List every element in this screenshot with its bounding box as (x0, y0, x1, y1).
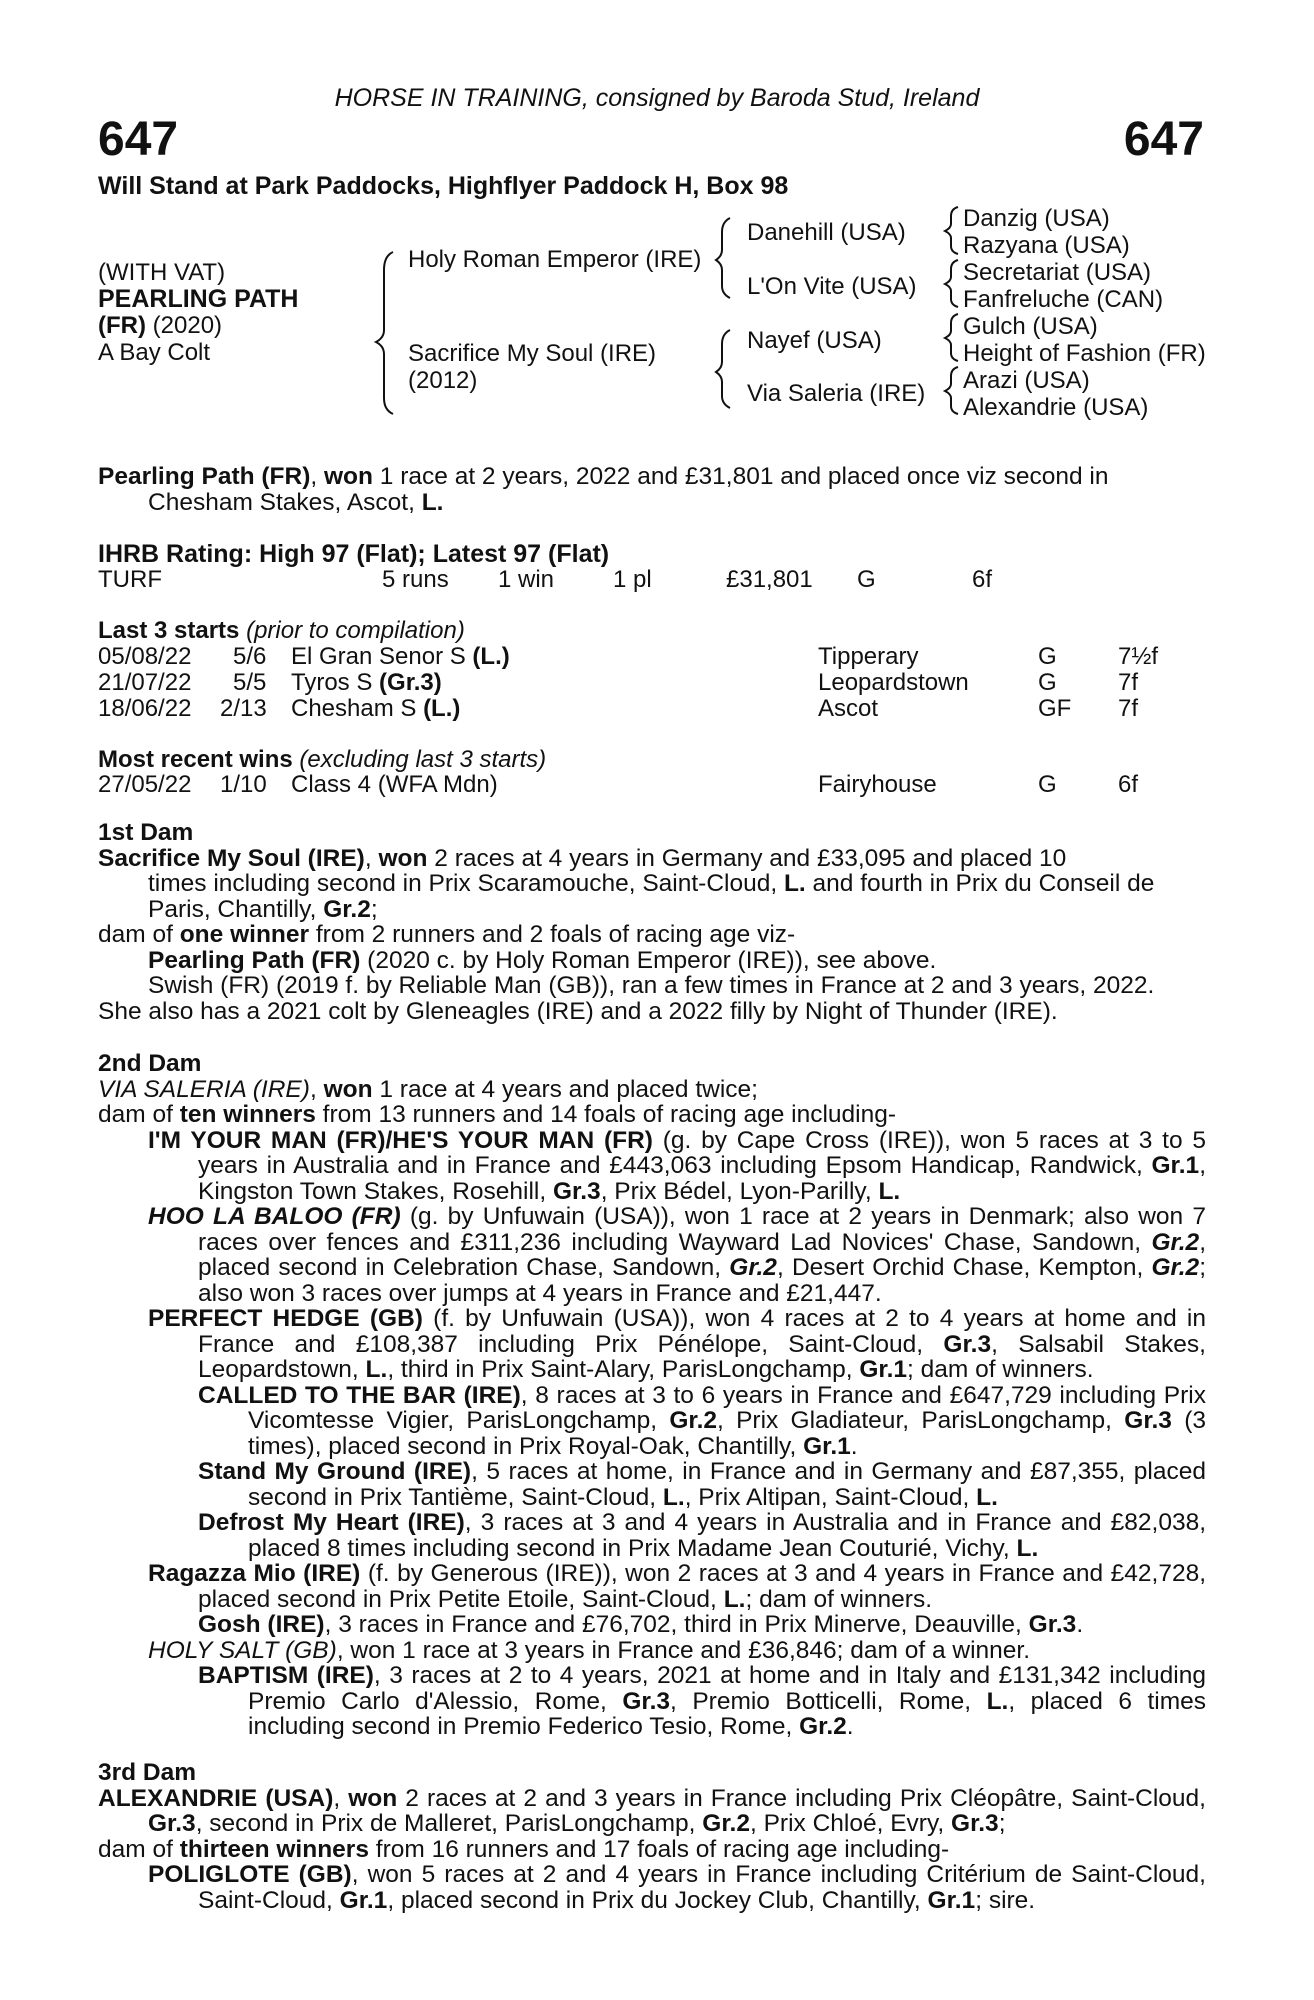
damof-text: dam of (98, 921, 180, 948)
section-heading: 1st Dam (98, 819, 194, 846)
row-race (291, 695, 460, 723)
row-date: 05/08/22 (98, 643, 192, 670)
section-heading: 3rd Dam (98, 1759, 197, 1786)
produce-item: HOLY SALT (GB), won 1 race at 3 years in France and £36,846; dam of a winner. (148, 1636, 1031, 1664)
dss: Gulch (USA) (963, 313, 1098, 340)
damof-text: dam of (98, 1101, 180, 1128)
sire-sire: Danehill (USA) (747, 219, 906, 246)
produce-item: Gosh (IRE), 3 races in France and £76,702, third in Prix Minerve, Deauville, Gr.3. (198, 1611, 1084, 1638)
dam1-line1: 2 races at 4 years in Germany and £33,095 and placed 10 (427, 844, 1067, 872)
horse-name: PEARLING PATH (98, 285, 299, 313)
dam-sire: Nayef (USA) (747, 327, 882, 354)
row-race: Class 4 (WFA Mdn) (291, 771, 498, 798)
row-dist: 6f (1118, 771, 1139, 798)
summary-text1: 1 race at 2 years, 2022 and £31,801 and placed once viz second in (372, 463, 1109, 490)
rating-money: £31,801 (726, 566, 813, 593)
row-date: 18/06/22 (98, 695, 192, 722)
row-dist: 7½f (1118, 643, 1159, 670)
lot-number-left: 647 (98, 113, 179, 166)
horse-year: (2020) (145, 312, 223, 339)
row-race (291, 669, 442, 697)
race-grade: (L.) (423, 695, 461, 722)
third-dam-section (98, 1760, 1206, 1913)
sss: Danzig (USA) (963, 205, 1110, 232)
rating-dist: 6f (972, 566, 993, 593)
race-grade: (Gr.3) (379, 669, 442, 696)
dam3-produce-summary (98, 1837, 1206, 1863)
damof-rest: from 13 runners and 14 foals of racing age including- (315, 1101, 897, 1128)
rating-surface: TURF (98, 566, 162, 593)
dam3-name: ALEXANDRIE (USA) (98, 1784, 334, 1812)
sire-name: Holy Roman Emperor (IRE) (408, 246, 702, 273)
row-pos: 2/13 (220, 695, 267, 722)
dam3-record: ALEXANDRIE (USA), won 2 races at 2 and 3 years in France including Prix Cléopâtre, Saint-Cloud, Gr.3, second in Prix de Malleret, ParisLongchamp, Gr.2, Prix Chloé, Evry, Gr.3; (98, 1784, 1206, 1837)
dam-name: Sacrifice My Soul (IRE) (408, 340, 657, 367)
row-date: 27/05/22 (98, 771, 192, 798)
recent-title: Most recent wins (98, 746, 293, 773)
produce-item: BAPTISM (IRE), 3 races at 2 to 4 years, 2021 at home and in Italy and £131,342 including Premio Carlo d'Alessio, Rome, Gr.3, Premio Botticelli, Rome, L., placed 6 times including second in Premio Federico Tesio, Rome, Gr.2. (198, 1662, 1206, 1740)
dam1-record: Sacrifice My Soul (IRE), won 2 races at 4 years in Germany and £33,095 and placed 10 times including second in Prix Scaramouche, Saint-Cloud, L. and fourth in Prix du Conseil de Paris, Chantilly, Gr.2; (98, 844, 1155, 923)
row-pos: 5/6 (233, 643, 267, 670)
lot-number-right: 647 (1123, 113, 1204, 166)
produce-name: Pearling Path (FR) (148, 946, 361, 974)
dam1-line3: Paris, Chantilly, (148, 895, 324, 923)
dsd: Height of Fashion (FR) (963, 340, 1206, 367)
row-course: Ascot (818, 695, 879, 722)
row-going: G (1038, 643, 1057, 670)
row-pos: 5/5 (233, 669, 267, 696)
produce-item (98, 948, 1206, 974)
produce-item: Stand My Ground (IRE), 5 races at home, in France and in Germany and £87,355, placed second in Prix Tantième, Saint-Cloud, L., Prix Altipan, Saint-Cloud, L. (198, 1458, 1207, 1511)
horse-description: A Bay Colt (98, 339, 211, 366)
sdd: Fanfreluche (CAN) (963, 286, 1164, 313)
stand-location: Will Stand at Park Paddocks, Highflyer Paddock H, Box 98 (98, 172, 789, 200)
winner-count: ten winners (179, 1101, 316, 1128)
row-going: GF (1038, 695, 1072, 722)
race-summary: Pearling Path (FR), won 1 race at 2 years, 2022 and £31,801 and placed once viz second in Chesham Stakes, Ascot, L. (98, 463, 1109, 516)
dam1-produce-summary (98, 922, 1206, 948)
sire-dam: L'On Vite (USA) (747, 273, 917, 300)
row-race (291, 643, 510, 671)
produce-text: (2020 c. by Holy Roman Emperor (IRE)), see above. (360, 946, 937, 974)
damof-text: dam of (98, 1835, 180, 1863)
dds: Arazi (USA) (963, 367, 1090, 394)
vat-note: (WITH VAT) (98, 259, 226, 286)
rating-wins: 1 win (498, 566, 555, 593)
damof-rest: from 2 runners and 2 foals of racing age viz- (309, 921, 796, 948)
dam3-won: won (348, 1784, 398, 1812)
ddd: Alexandrie (USA) (963, 394, 1149, 421)
row-going: G (1038, 771, 1057, 798)
produce-item: Swish (FR) (2019 f. by Reliable Man (GB)), ran a few times in France at 2 and 3 years, 2022. (148, 972, 1155, 999)
produce-item: Defrost My Heart (IRE), 3 races at 3 and 4 years in Australia and in France and £82,038, placed 8 times including second in Prix Madame Jean Couturié, Vichy, L. (198, 1509, 1207, 1562)
dam1-line2: times including second in Prix Scaramouche, Saint-Cloud, (148, 870, 784, 897)
produce-item: PERFECT HEDGE (GB) (f. by Unfuwain (USA)), won 4 races at 2 to 4 years at home and in France and £108,387 including Prix Pénélope, Saint-Cloud, Gr.3, Salsabil Stakes, Leopardstown, L., third in Prix Saint-Alary, ParisLongchamp, Gr.1; dam of winners. (148, 1305, 1206, 1383)
first-dam-section (98, 820, 1206, 1024)
pedigree-brackets (0, 0, 1314, 440)
dam1-also: She also has a 2021 colt by Gleneagles (IRE) and a 2022 filly by Night of Thunder (IRE). (98, 997, 1058, 1025)
rating-pl: 1 pl (613, 566, 652, 593)
winner-count: one winner (179, 921, 310, 948)
grade: Gr.2 (323, 895, 371, 923)
last3-title: Last 3 starts (98, 617, 240, 644)
winner-count: thirteen winners (179, 1835, 369, 1863)
summary-text2: Chesham Stakes, Ascot, (148, 488, 422, 516)
produce-item: POLIGLOTE (GB), won 5 races at 2 and 4 years in France including Critérium de Saint-Cloud, Saint-Cloud, Gr.1, placed second in Prix du Jockey Club, Chantilly, Gr.1; sire. (148, 1861, 1206, 1914)
section-heading: 2nd Dam (98, 1050, 202, 1077)
race-name: Tyros S (291, 669, 380, 696)
row-course: Fairyhouse (818, 771, 937, 798)
rating-going: G (857, 566, 876, 593)
dam2-produce-summary (98, 1102, 1206, 1128)
dam-year: (2012) (408, 367, 478, 394)
summary-name: Pearling Path (FR) (98, 463, 311, 490)
recent-heading (98, 746, 546, 774)
dam2-line1: 1 race at 4 years and placed twice; (372, 1075, 758, 1103)
race-name: Chesham S (291, 695, 424, 722)
last3-note: (prior to compilation) (239, 617, 465, 644)
row-date: 21/07/22 (98, 669, 192, 696)
row-pos: 1/10 (220, 771, 267, 798)
race-name: El Gran Senor S (291, 643, 473, 670)
last3-heading (98, 617, 465, 645)
row-dist: 7f (1118, 669, 1139, 696)
dam1-won: won (378, 844, 428, 872)
produce-item: CALLED TO THE BAR (IRE), 8 races at 3 to 6 years in France and £647,729 including Prix Vicomtesse Vigier, ParisLongchamp, Gr.2, Prix Gladiateur, ParisLongchamp, Gr.3 (3 times), placed second in Prix Royal-Oak, Chantilly, Gr.1. (198, 1381, 1207, 1460)
rating-label: IHRB Rating: High 97 (Flat); Latest 97 (Flat) (98, 540, 610, 568)
race-grade: (L.) (472, 643, 510, 670)
dam1-line2b: and fourth in Prix du Conseil de (805, 870, 1155, 897)
damof-rest: from 16 runners and 17 foals of racing age including- (368, 1835, 950, 1863)
dam-dam: Via Saleria (IRE) (747, 380, 926, 407)
produce-item: HOO LA BALOO (FR) (g. by Unfuwain (USA)), won 1 race at 2 years in Denmark; also won 7 races over fences and £311,236 including Wayward Lad Novices' Chase, Sandown, Gr.2, placed second in Celebration Chase, Sandown, Gr.2, Desert Orchid Chase, Kempton, Gr.2; also won 3 races over jumps at 4 years in France and £21,447. (148, 1203, 1206, 1307)
summary-grade: L. (421, 488, 444, 516)
ssd: Razyana (USA) (963, 232, 1130, 259)
recent-note: (excluding last 3 starts) (292, 746, 547, 773)
produce-item: Ragazza Mio (IRE) (f. by Generous (IRE)), won 2 races at 3 and 4 years in France and £42,728, placed second in Prix Petite Etoile, Saint-Cloud, L.; dam of winners. (148, 1560, 1207, 1613)
horse-country: (FR) (98, 312, 146, 339)
grade: L. (783, 870, 806, 897)
row-going: G (1038, 669, 1057, 696)
dam1-line3b: ; (370, 895, 378, 923)
dam2-name: VIA SALERIA (IRE) (98, 1075, 310, 1103)
consignment-line: HORSE IN TRAINING, consigned by Baroda Stud, Ireland (334, 84, 980, 112)
row-course: Leopardstown (818, 669, 969, 696)
row-course: Tipperary (818, 643, 919, 670)
dam1-name: Sacrifice My Soul (IRE) (98, 844, 365, 872)
rating-runs: 5 runs (382, 566, 449, 593)
produce-item: I'M YOUR MAN (FR)/HE'S YOUR MAN (FR) (g. by Cape Cross (IRE)), won 5 races at 3 to 5 years in Australia and in France and £443,063 including Epsom Handicap, Randwick, Gr.1, Kingston Town Stakes, Rosehill, Gr.3, Prix Bédel, Lyon-Parilly, L. (148, 1126, 1206, 1205)
sds: Secretariat (USA) (963, 259, 1152, 286)
second-dam-section: 2nd Dam VIA SALERIA (IRE), won 1 race at 4 years and placed twice; dam of ten winners from 13 runners and 14 foals of racing age including- I'M YOUR MAN (FR)/HE'S YOUR MAN (FR) (g. by Cape Cross (IRE)), won 5 races at 3 to 5 years in Australia and in France and £443,063 including Epsom Handicap, Randwick, Gr.1, Kingston Town Stakes, Rosehill, Gr.3, Prix Bédel, Lyon-Parilly, L. HOO LA BALOO (FR) (g. by Unfuwain (USA)), won 1 race at 2 years in Denmark; also won 7 races over fences and £311,236 including Wayward Lad Novices' Chase, Sandown, Gr.2, placed second in Celebration Chase, Sandown, Gr.2, Desert Orchid Chase, Kempton, Gr.2; also won 3 races over jumps at 4 years in France and £21,447. PERFECT HEDGE (GB) (f. by Unfuwain (USA)), won 4 races at 2 to 4 years at home and in France and £108,387 including Prix Pénélope, Saint-Cloud, Gr.3, Salsabil Stakes, Leopardstown, L., third in Prix Saint-Alary, ParisLongchamp, Gr.1; dam of winners. CALLED TO THE BAR (IRE), 8 races at 3 to 6 years in France and £647,729 including Prix Vicomtesse Vigier, ParisLongchamp, Gr.2, Prix Gladiateur, ParisLongchamp, Gr.3 (3 times), placed second in Prix Royal-Oak, Chantilly, Gr.1. Stand My Ground (IRE), 5 races at home, in France and in Germany and £87,355, placed second in Prix Tantième, Saint-Cloud, L., Prix Altipan, Saint-Cloud, L. Defrost My Heart (IRE), 3 races at 3 and 4 years in Australia and in France and £82,038, placed 8 times including second in Prix Madame Jean Couturié, Vichy, L. Ragazza Mio (IRE) (f. by Generous (IRE)), won 2 races at 3 and 4 years in France and £42,728, placed second in Prix Petite Etoile, Saint-Cloud, L.; dam of winners. Gosh (IRE), 3 races in France and £76,702, third in Prix Minerve, Deauville, Gr.3. HOLY SALT (GB), won 1 race at 3 years in France and £36,846; dam of a winner. BAPTISM (IRE), 3 races at 2 to 4 years, 2021 at home and in Italy and £131,342 including Premio Carlo d'Alessio, Rome, Gr.3, Premio Botticelli, Rome, L., placed 6 times including second in Premio Federico Tesio, Rome, Gr.2. (98, 1050, 1207, 1740)
summary-won: won (323, 463, 373, 490)
row-dist: 7f (1118, 695, 1139, 722)
dam2-won: won (323, 1075, 373, 1103)
